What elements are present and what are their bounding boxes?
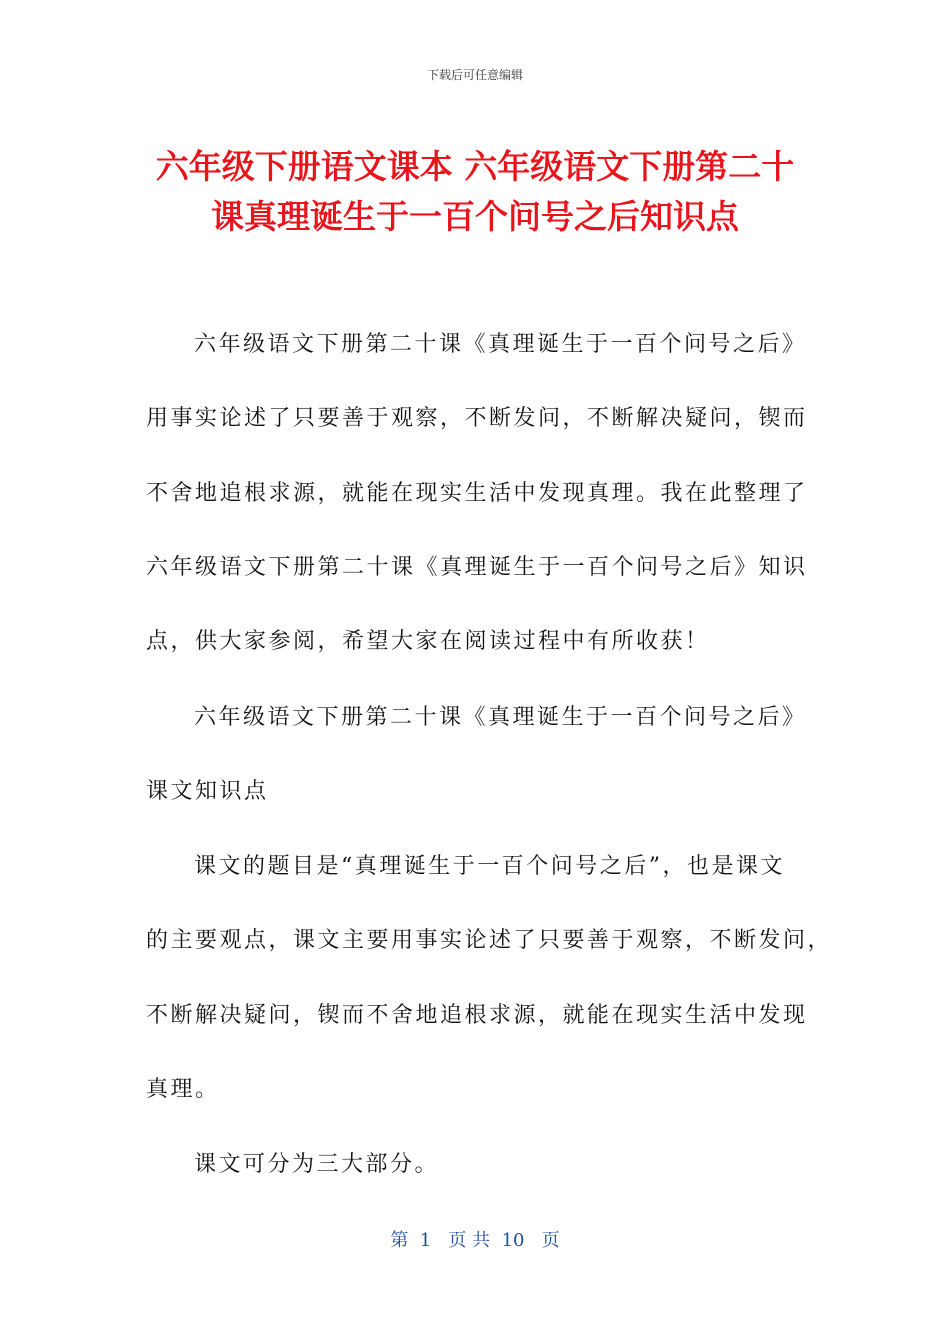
paragraph-line: 点，供大家参阅，希望大家在阅读过程中有所收获！ [146, 629, 710, 654]
title-line-2: 课真理诞生于一百个问号之后知识点 [211, 197, 739, 236]
paragraph-line: 课文的题目是“真理诞生于一百个问号之后”，也是课文 [194, 854, 785, 879]
paragraph-line: 不舍地追根求源，就能在现实生活中发现真理。我在此整理了 [146, 481, 808, 506]
header-note: 下载后可任意编辑 [426, 68, 523, 82]
paragraph-line: 六年级语文下册第二十课《真理诞生于一百个问号之后》 [194, 705, 807, 730]
paragraph-line: 的主要观点，课文主要用事实论述了只要善于观察，不断发问， [146, 928, 833, 953]
document-title [120, 142, 830, 242]
paragraph-line: 用事实论述了只要善于观察，不断发问，不断解决疑问，锲而 [146, 406, 808, 431]
paragraph-line: 课文知识点 [146, 779, 269, 804]
page-number-footer: 第 1 页 共 10 页 [390, 1230, 560, 1251]
paragraph-line: 不断解决疑问，锲而不舍地追根求源，就能在现实生活中发现 [146, 1003, 808, 1028]
paragraph-line: 六年级语文下册第二十课《真理诞生于一百个问号之后》 [194, 332, 807, 357]
paragraph-line: 课文可分为三大部分。 [194, 1152, 440, 1177]
title-line-1: 六年级下册语文课本 六年级语文下册第二十 [155, 147, 795, 186]
paragraph-line: 六年级语文下册第二十课《真理诞生于一百个问号之后》知识 [146, 555, 808, 580]
paragraph-line: 真理。 [146, 1077, 220, 1102]
